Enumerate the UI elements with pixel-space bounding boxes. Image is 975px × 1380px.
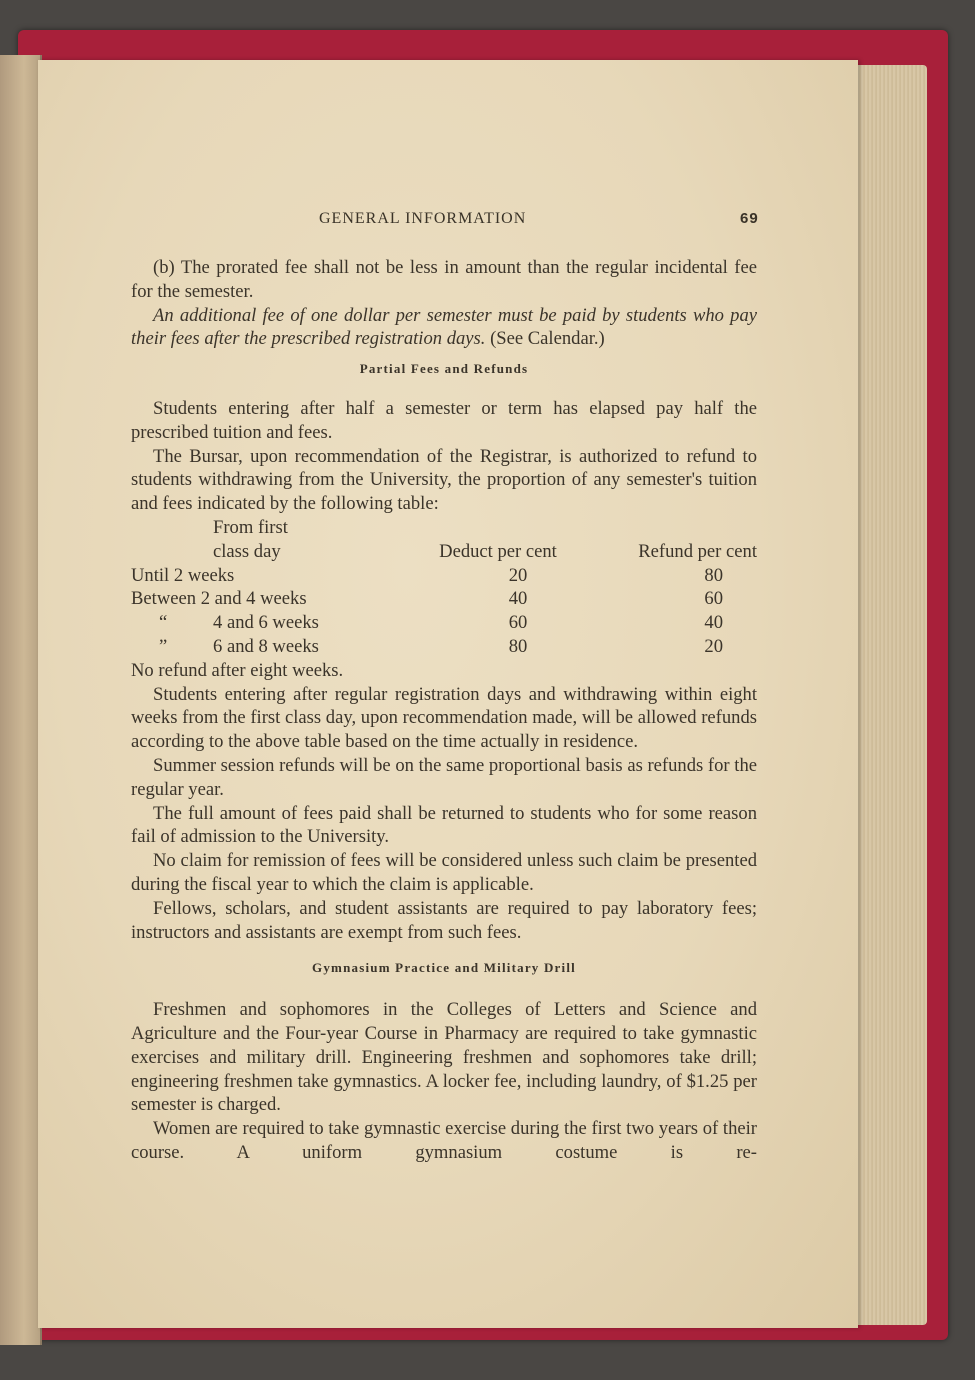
- header-title: GENERAL INFORMATION: [319, 210, 527, 227]
- table-row: [131, 587, 757, 611]
- table-header-class-day: class day: [213, 540, 281, 562]
- table-header-refund: Refund per cent: [638, 540, 757, 562]
- running-header: [38, 210, 758, 230]
- ditto-mark: ”: [159, 635, 168, 657]
- table-row-deduct: 60: [508, 612, 528, 634]
- table-header-row-2: [131, 540, 757, 564]
- paragraph-half-semester: Students entering after half a semester or term has elapsed pay half the prescribed tuition and fees.: [131, 397, 757, 443]
- see-calendar-text: (See Calendar.): [485, 328, 605, 350]
- section-heading-partial-fees: Partial Fees and Refunds: [359, 361, 529, 377]
- table-header-deduct: Deduct per cent: [439, 540, 557, 562]
- section-heading-gymnasium: Gymnasium Practice and Military Drill: [312, 960, 576, 976]
- table-row: [131, 564, 757, 588]
- paragraph-bursar: The Bursar, upon recommendation of the Registrar, is authorized to refund to students withdrawing from the University, the proportion of any semester's tuition and fees indicated by the following table:: [131, 445, 757, 515]
- paragraph-full-refund: The full amount of fees paid shall be returned to students who for some reason fail of admission to the University.: [131, 802, 757, 848]
- paragraph-lab-fees: Fellows, scholars, and student assistants are required to pay laboratory fees; instructors and assistants are exempt from such fees.: [131, 897, 757, 943]
- table-row-label-cell: [131, 611, 383, 635]
- table-header-row-1: [131, 516, 757, 540]
- page-content: [131, 256, 757, 1165]
- paragraph-gymnastics-drill: Freshmen and sophomores in the Colleges of Letters and Science and Agriculture and the Four-year Course in Pharmacy are required to take gymnastic exercises and military drill. Engineering freshmen and sophomores take drill; engineering freshmen take gymnastics. A locker fee, including laundry, of $1.25 per semester is charged.: [131, 999, 757, 1116]
- additional-fee-italic: An additional fee of one dollar per semester must be paid by students who pay their fees after the prescribed registration days.: [131, 304, 757, 350]
- paragraph-remission-claims: No claim for remission of fees will be considered unless such claim be presented during the fiscal year to which the claim is applicable.: [131, 850, 757, 895]
- page-number: 69: [740, 210, 759, 227]
- paragraph-prorated-fee: (b) The prorated fee shall not be less in amount than the regular incidental fee for the semester.: [131, 257, 757, 302]
- table-row-label: 6 and 8 weeks: [213, 635, 319, 657]
- paragraph-no-refund: No refund after eight weeks.: [131, 659, 344, 681]
- paragraph-late-entry-refunds: Students entering after regular registration days and withdrawing within eight weeks from the first class day, upon recommendation made, will be allowed refunds according to the above table based on the time actually in residence.: [131, 683, 757, 753]
- table-row-deduct: 80: [508, 635, 528, 657]
- table-row-refund: 60: [704, 588, 723, 610]
- left-page-edge: [0, 55, 42, 1345]
- paragraph-summer-refunds: Summer session refunds will be on the same proportional basis as refunds for the regular year.: [131, 754, 757, 800]
- table-row-refund: 80: [704, 564, 723, 586]
- table-row: [131, 635, 757, 659]
- refund-table: [131, 516, 757, 659]
- table-row-label-cell: [131, 635, 383, 659]
- table-row-deduct: 40: [508, 588, 528, 610]
- table-row-refund: 40: [704, 612, 723, 634]
- table-row-label: Until 2 weeks: [131, 564, 235, 586]
- table-row-deduct: 20: [508, 564, 528, 586]
- table-header-from-first: From first: [213, 516, 288, 538]
- table-row: [131, 611, 757, 635]
- paragraph-additional-fee: [131, 304, 757, 352]
- table-row-label: 4 and 6 weeks: [213, 612, 319, 634]
- paragraph-women-gymnastics: Women are required to take gymnastic exercise during the first two years of their course. A uniform gymnasium costume is re-: [131, 1118, 757, 1163]
- book-page: [38, 60, 858, 1328]
- table-row-refund: 20: [704, 635, 723, 657]
- table-row-label: Between 2 and 4 weeks: [131, 588, 307, 610]
- ditto-mark: “: [159, 612, 168, 634]
